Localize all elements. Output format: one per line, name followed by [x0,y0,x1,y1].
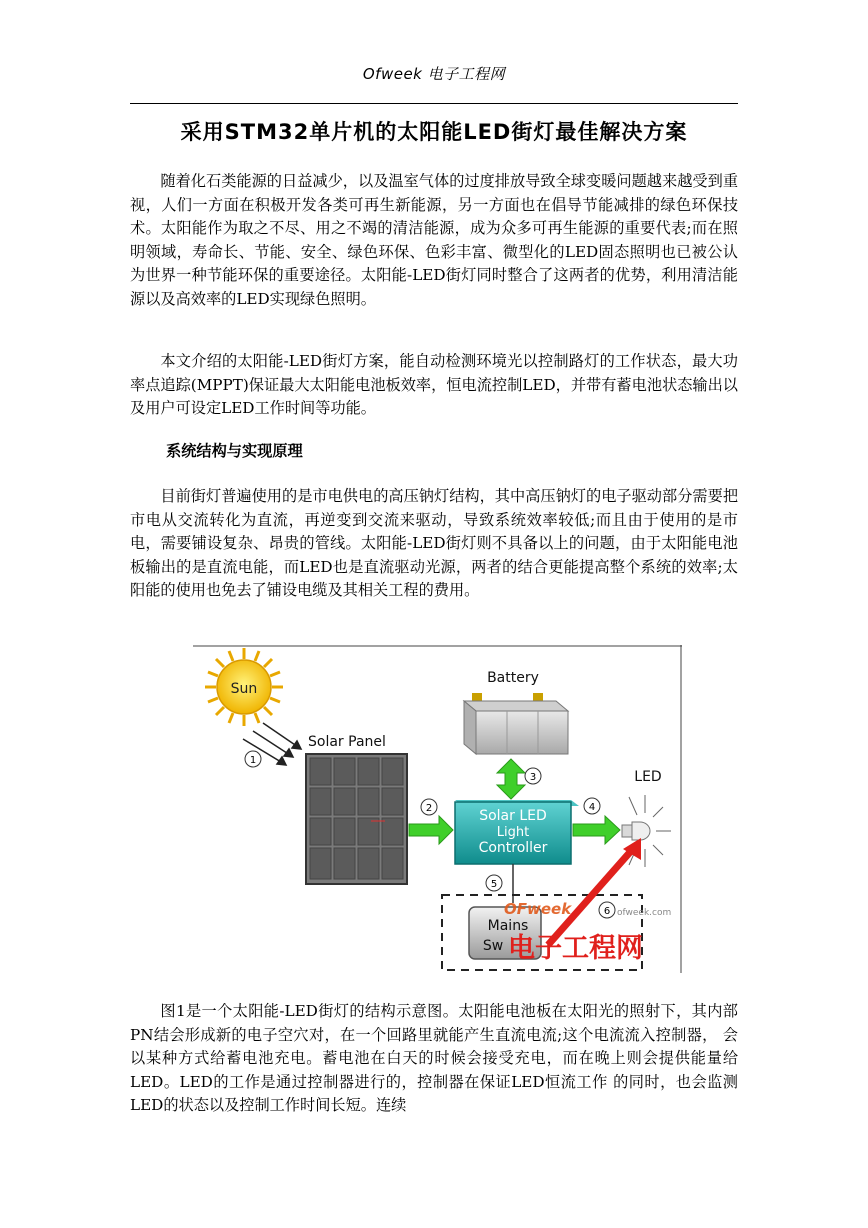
svg-text:1: 1 [249,755,257,766]
mains-label-1: Mains [487,918,529,934]
battery-label: Battery [487,670,539,686]
arrow-panel-to-controller [409,816,453,844]
arrow-battery-controller [497,759,525,799]
paragraph-figure-description: 图1是一个太阳能-LED街灯的结构示意图。太阳能电池板在太阳光的照射下，其内部PN结会形成新的电子空穴对，在一个回路里就能产生直流电流;这个电流流入控制器， 会以某种方式给蓄电池充电。蓄电池在白天的时候会接受充电，而在晚上则会提供能量给LED。LED的工作是通过控制器进行的，控制器在保证LED恒流工作 的同时，也会监测LED的状态以及控制工作时间长短。连续 [130,1002,738,1114]
watermark-brand: OFweek [504,900,572,918]
watermark-cn: 电子工程网 [508,933,643,964]
svg-text:3: 3 [529,772,537,783]
solar-panel-icon [306,754,407,884]
sun-label: Sun [230,681,258,697]
controller-label-3: Controller [478,840,548,856]
battery-icon [464,693,568,754]
paragraph-intro: 随着化石类能源的日益减少，以及温室气体的过度排放导致全球变暖问题越来越受到重视，人们一方面在积极开发各类可再生新能源，另一方面也在倡导节能减排的绿色环保技术。太阳能作为取之不尽、用之不竭的清洁能源，成为众多可再生能源的重要代表;而在照明领域，寿命长、节能、安全、绿色环保、色彩丰富、微型化的LED固态照明也已被公认为世界一种节能环保的重要途径。太阳能-LED街灯同时整合了这两者的优势，利用清洁能源以及高效率的LED实现绿色照明。 [130,172,738,308]
controller-label-1: Solar LED [479,808,547,824]
svg-text:5: 5 [490,879,498,890]
svg-text:2: 2 [425,803,433,814]
header-divider [130,103,738,104]
system-diagram [193,645,682,973]
section-heading: 系统结构与实现原理 [166,442,303,460]
svg-text:4: 4 [588,802,596,813]
controller-label-2: Light [496,825,530,840]
solar-panel-label: Solar Panel [308,734,386,750]
arrow-controller-to-led [573,816,620,844]
mains-label-2: Sw [482,938,504,954]
document-title: 采用STM32单片机的太阳能LED街灯最佳解决方案 [180,120,688,144]
page-header: Ofweek 电子工程网 [362,65,506,83]
paragraph-scheme: 本文介绍的太阳能-LED街灯方案，能自动检测环境光以控制路灯的工作状态，最大功率点追踪(MPPT)保证最大太阳能电池板效率，恒电流控制LED，并带有蓄电池状态输出以及用户可设定LED工作时间等功能。 [130,352,738,417]
paragraph-structure: 目前街灯普遍使用的是市电供电的高压钠灯结构，其中高压钠灯的电子驱动部分需要把市电从交流转化为直流，再逆变到交流来驱动，导致系统效率较低;而且由于使用的是市电，需要铺设复杂、昂贵的管线。太阳能-LED街灯则不具备以上的问题，由于太阳能电池板输出的是直流电能，而LED也是直流驱动光源，两者的结合更能提高整个系统的效率;太阳能的使用也免去了铺设电缆及其相关工程的费用。 [130,487,738,599]
watermark-url: ofweek.com [617,908,672,918]
svg-text:6: 6 [603,906,611,917]
led-label: LED [634,769,662,785]
